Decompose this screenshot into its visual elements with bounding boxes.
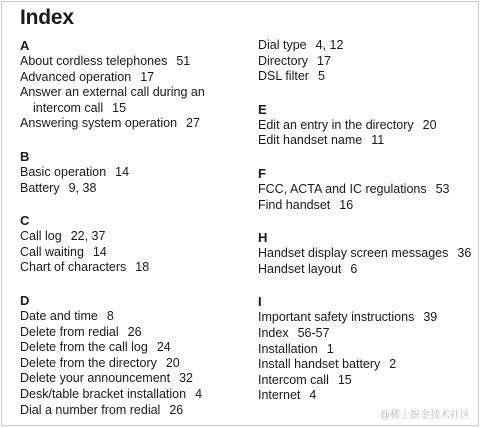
entry-page-number: 1 [326,341,334,356]
watermark: @稀土掘金技术社区 [379,410,470,421]
entry-page-number: 20 [422,117,437,132]
entry-page-number: 15 [337,372,352,387]
entry-page-number: 4 [309,388,317,403]
entry-page-number: 18 [135,260,150,275]
entry-text: Date and time [20,309,98,323]
index-entry [20,70,154,86]
entry-text: Edit handset name [258,133,363,148]
entry-page-number: 26 [127,324,142,339]
entry-text: Intercom call [258,372,329,387]
entry-text: Answering system operation [20,116,178,131]
section-letter-d: D [20,293,30,308]
entry-text: Advanced operation [20,69,132,84]
index-entry [258,54,331,70]
index-entry [20,245,107,261]
entry-page-number: 16 [339,197,354,212]
section-letter-b: B [20,149,30,164]
index-entry [258,373,352,389]
entry-text: Important safety instructions [258,310,415,325]
entry-text: Chart of characters [20,260,127,275]
entry-page-number: 17 [317,53,331,68]
entry-page-number: 51 [176,54,191,68]
entry-text: Delete from redial [20,324,119,339]
index-entry [258,118,437,134]
entry-page-number: 11 [371,133,385,148]
entry-text: Install handset battery [258,357,381,372]
entry-page-number: 32 [179,371,194,386]
entry-text: Handset display screen messages [258,246,449,261]
entry-page-number: 6 [350,261,358,276]
index-entry [20,85,230,116]
entry-text: Handset layout [258,261,342,276]
entry-text: Desk/table bracket installation [20,387,187,401]
entry-page-number: 36 [457,246,472,261]
page-title: Index [20,6,74,29]
entry-text: Dial a number from redial [20,402,161,417]
index-entry [258,326,330,342]
index-entry [20,403,183,419]
entry-text: Edit an entry in the directory [258,117,414,132]
entry-text: Delete from the call log [20,340,148,355]
index-page [1,1,479,426]
entry-text: FCC, ACTA and IC regulations [258,182,427,196]
entry-text: Call waiting [20,244,84,259]
entry-page-number: 14 [92,244,107,259]
index-entry [258,262,357,278]
entry-text-continuation [20,101,230,117]
index-entry [258,357,396,373]
entry-text: Directory [258,53,309,68]
entry-page-number: 26 [169,402,184,417]
section-letter-f: F [258,166,266,181]
entry-page-number: 9, 38 [68,180,97,195]
entry-text: About cordless telephones [20,54,168,68]
index-entry [258,69,325,85]
entry-page-number: 2 [389,357,397,372]
entry-text: Call log [20,229,62,244]
entry-page-number: 22, 37 [70,229,106,244]
entry-text: Internet [258,388,301,403]
entry-continuation-text: intercom call [33,100,104,115]
index-entry [258,342,334,358]
index-entry [20,54,190,70]
entry-page-number: 15 [112,100,127,115]
index-entry [20,325,142,341]
entry-text: Delete your announcement [20,371,171,386]
entry-page-number: 14 [115,165,130,179]
entry-text: Find handset [258,197,331,212]
section-letter-h: H [258,230,268,246]
entry-text: Battery [20,180,60,195]
entry-text: Dial type [258,38,307,52]
entry-page-number: 56-57 [297,326,330,340]
entry-page-number: 53 [435,182,450,196]
entry-text: Index [258,326,289,340]
entry-page-number: 20 [165,355,180,370]
section-letter-c: C [20,213,30,229]
index-entry [258,198,353,214]
index-entry [258,38,343,54]
index-entry [20,356,180,372]
entry-page-number: 27 [186,116,200,131]
index-entry [20,116,200,132]
index-entry [258,182,450,198]
entry-page-number: 8 [106,309,114,323]
index-entry [20,340,171,356]
index-entry [258,133,384,149]
entry-text: Installation [258,341,318,356]
section-letter-a: A [20,38,30,53]
index-entry [20,260,149,276]
entry-text: Answer an external call during an [20,85,205,100]
entry-text: DSL filter [258,69,309,84]
entry-page-number: 4, 12 [315,38,344,52]
entry-page-number: 39 [423,310,438,325]
index-entry [258,246,471,262]
index-entry [20,371,193,387]
index-entry [20,387,202,403]
section-letter-e: E [258,101,267,117]
section-letter-i: I [258,294,262,310]
entry-page-number: 4 [195,387,203,401]
entry-text: Basic operation [20,165,107,179]
index-entry [20,229,105,245]
index-entry [20,165,129,181]
index-entry [20,181,96,197]
index-entry [258,388,316,404]
entry-page-number: 24 [156,340,171,355]
entry-page-number: 5 [317,69,325,84]
index-entry [20,309,114,325]
entry-page-number: 17 [140,69,155,84]
index-entry [258,310,437,326]
entry-text: Delete from the directory [20,355,157,370]
